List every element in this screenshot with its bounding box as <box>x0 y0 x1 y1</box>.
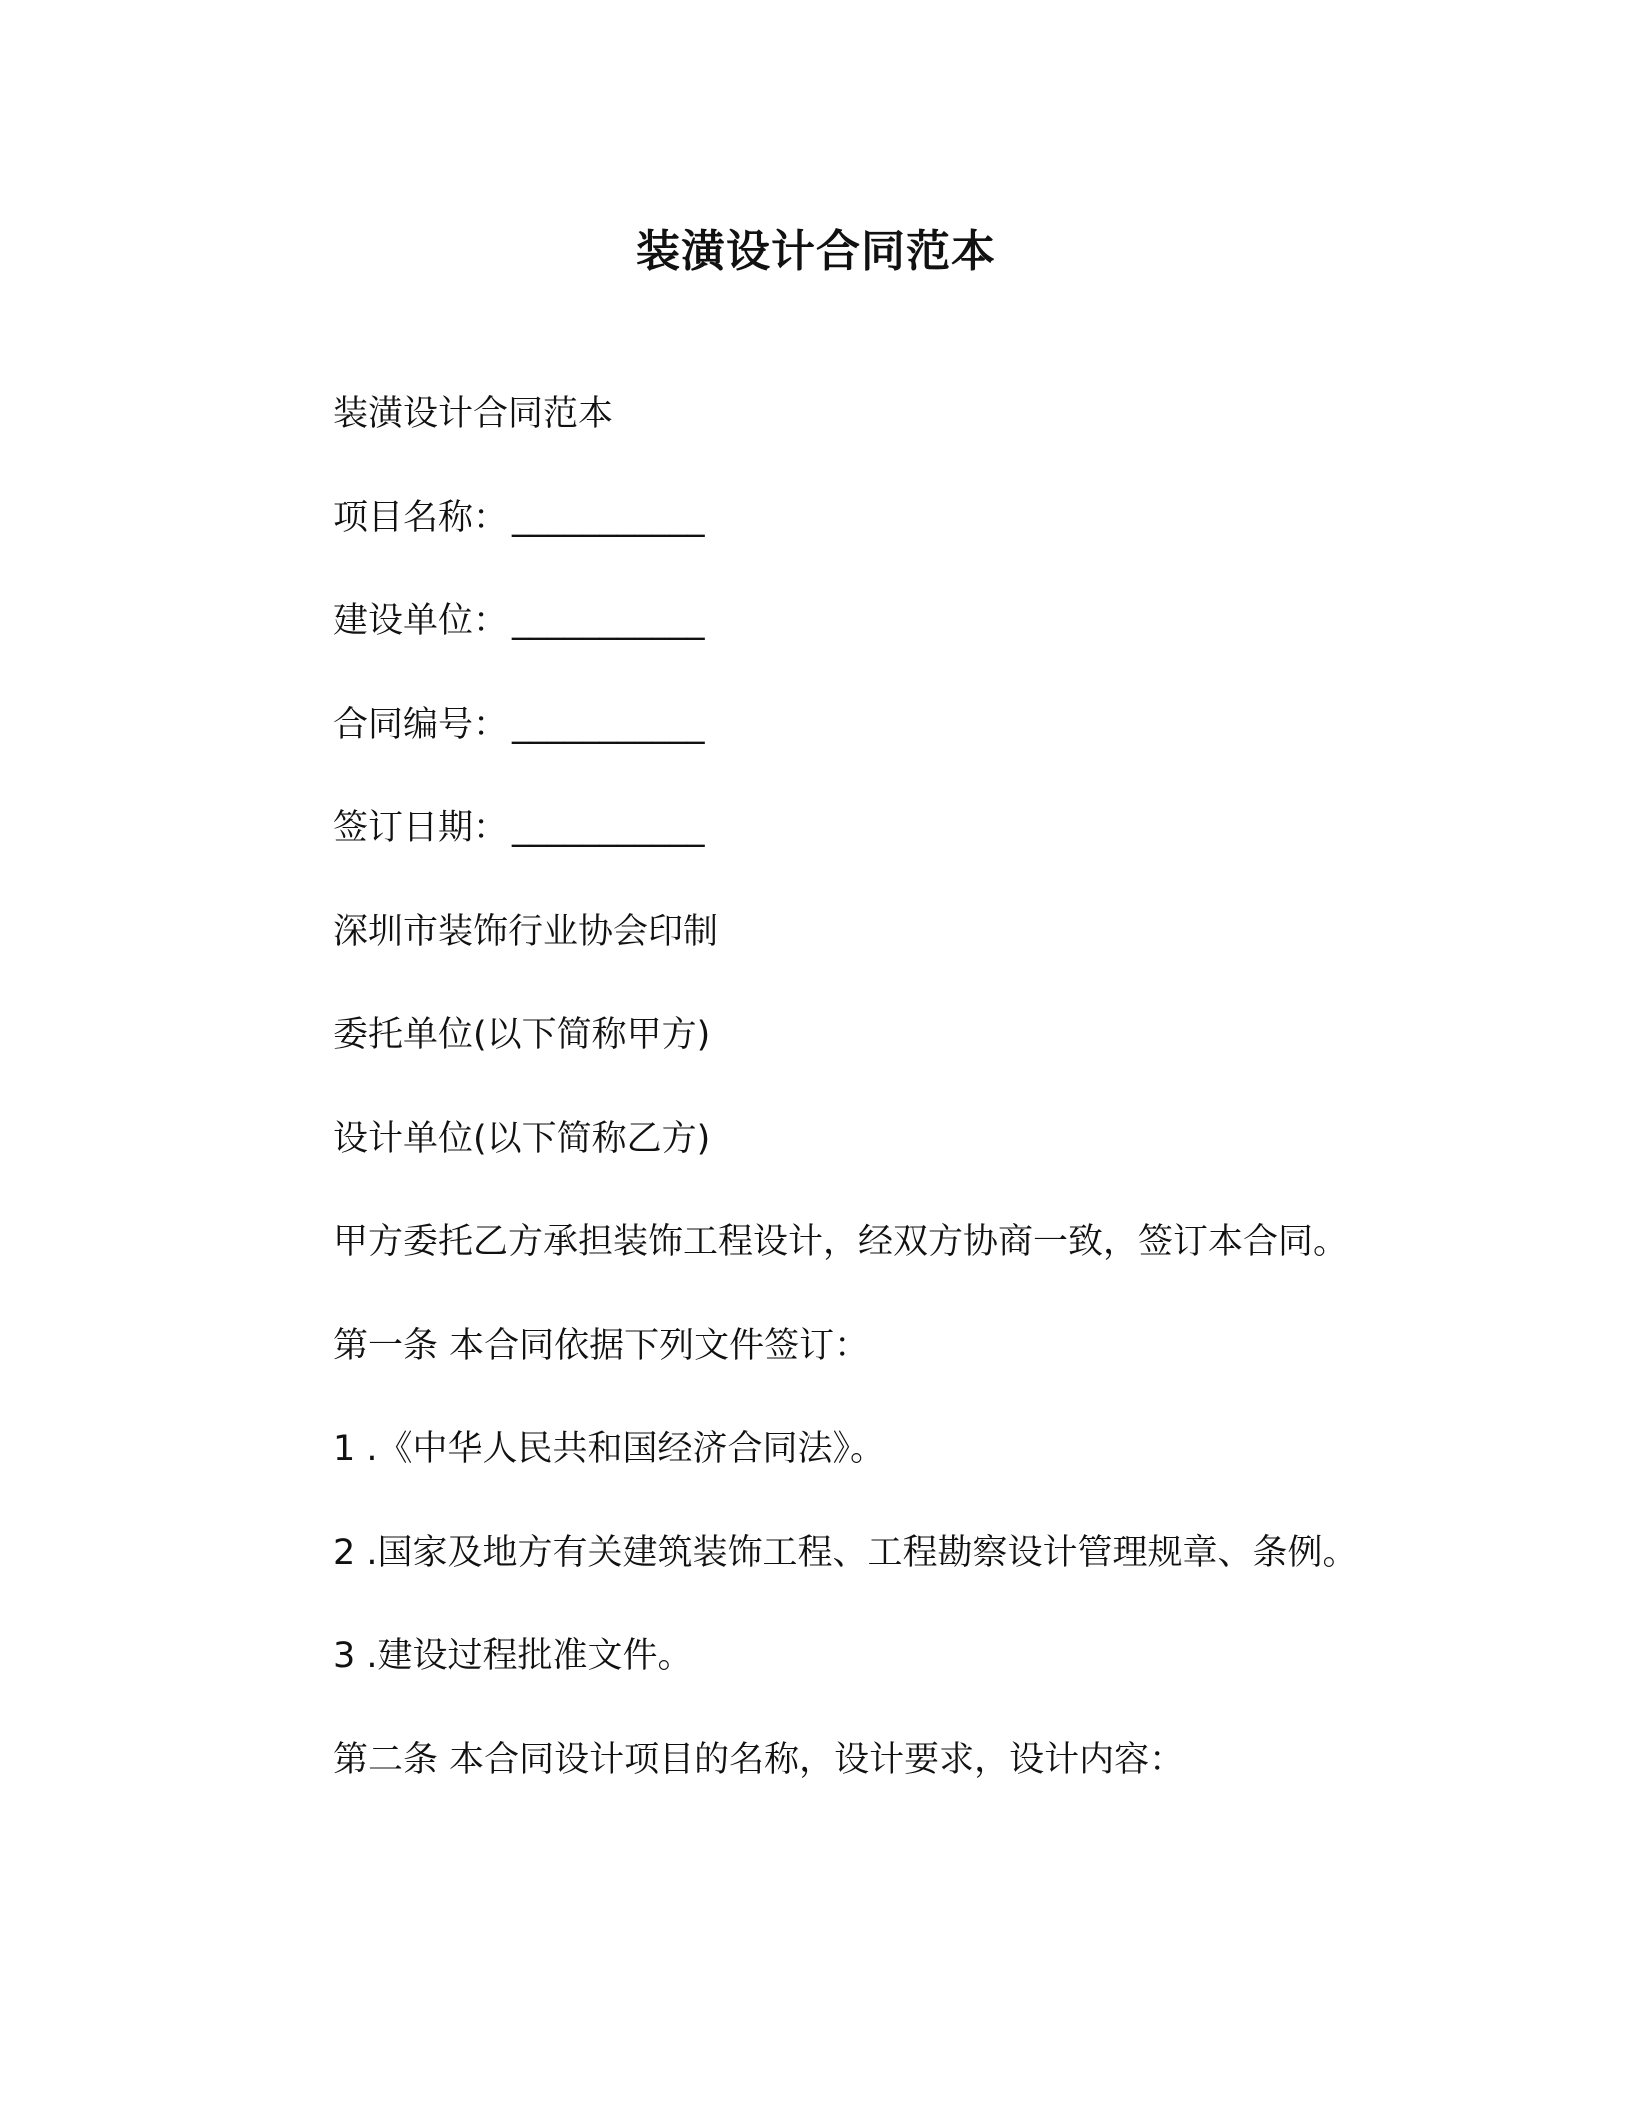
document-body <box>333 390 1453 1839</box>
field-construction-unit <box>333 597 1453 645</box>
field-label: 签订日期： <box>333 808 509 848</box>
document-title: 装潢设计合同范本 <box>636 226 996 277</box>
field-project-name <box>333 494 1453 542</box>
field-blank: ___________ <box>512 601 705 641</box>
article-1-item-3: 3 .建设过程批准文件。 <box>333 1636 693 1676</box>
field-blank: ___________ <box>512 704 705 745</box>
field-label: 项目名称： <box>333 497 509 538</box>
paragraph-party-b: 设计单位(以下简称乙方) <box>333 1118 711 1159</box>
field-signing-date <box>333 804 1453 852</box>
field-contract-number <box>333 701 1453 749</box>
field-label: 建设单位： <box>333 601 509 641</box>
article-2-heading: 第二条 本合同设计项目的名称，设计要求，设计内容： <box>333 1739 1185 1780</box>
article-1-item-2: 2 .国家及地方有关建筑装饰工程、工程勘察设计管理规章、条例。 <box>333 1532 1358 1573</box>
field-blank: ___________ <box>512 497 705 538</box>
paragraph-preamble: 甲方委托乙方承担装饰工程设计，经双方协商一致，签订本合同。 <box>333 1222 1349 1262</box>
paragraph-party-a: 委托单位(以下简称甲方) <box>333 1015 711 1055</box>
field-label: 合同编号： <box>333 704 509 745</box>
field-blank: ___________ <box>512 808 705 848</box>
article-1-item-1: 1 .《中华人民共和国经济合同法》。 <box>333 1429 886 1469</box>
document-subtitle: 装潢设计合同范本 <box>333 394 614 434</box>
paragraph-publisher: 深圳市装饰行业协会印制 <box>333 911 719 952</box>
article-1-heading: 第一条 本合同依据下列文件签订： <box>333 1325 870 1366</box>
